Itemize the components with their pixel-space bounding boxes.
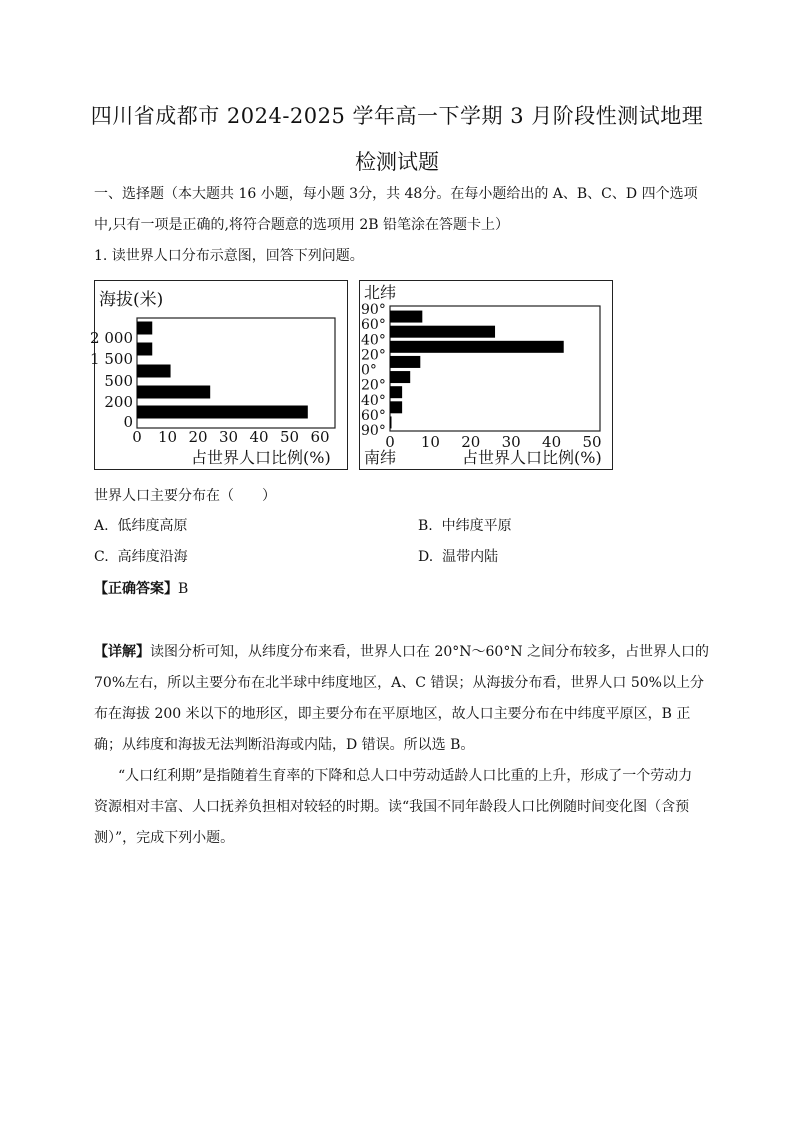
latitude-chart <box>359 280 613 470</box>
latitude-chart-title: 北纬 <box>364 283 397 302</box>
altitude-y-tick-label: 0 <box>123 413 133 431</box>
latitude-chart-svg <box>360 281 612 469</box>
altitude-y-tick-label: 200 <box>104 393 133 411</box>
latitude-chart-plot-area <box>390 306 600 431</box>
option-b[interactable] <box>418 516 512 536</box>
latitude-y-tick-label: 40° <box>361 392 386 409</box>
altitude-chart <box>90 280 348 470</box>
altitude-x-tick-label: 20 <box>188 428 208 446</box>
latitude-chart-x-axis-label: 占世界人口比例(%) <box>462 448 602 467</box>
latitude-chart-bottom-label: 南纬 <box>364 448 397 467</box>
altitude-x-tick-label: 60 <box>310 428 330 446</box>
latitude-x-tick-label: 50 <box>582 433 602 451</box>
latitude-y-tick-label: 20° <box>361 377 386 394</box>
option-c[interactable] <box>94 547 188 567</box>
option-b-label: B. <box>418 518 433 534</box>
altitude-x-tick-label: 10 <box>157 428 178 446</box>
section-header-line2: 中,只有一项是正确的,将符合题意的选项用 2B 铅笔涂在答题卡上） <box>94 217 509 233</box>
altitude-bar <box>137 343 152 356</box>
altitude-bar <box>137 386 210 399</box>
intro-line-3: 测）”，完成下列小题。 <box>94 830 235 846</box>
option-d-label: D. <box>418 549 434 565</box>
intro-line-1: “人口红利期”是指随着生育率的下降和总人口中劳动适龄人口比重的上升，形成了一个劳动力 <box>118 768 693 784</box>
intro-line-2: 资源相对丰富、人口抚养负担相对较轻的时期。读“我国不同年龄段人口比例随时间变化图（含预 <box>94 799 690 815</box>
detail-text-1: 读图分析可知，从纬度分布来看，世界人口在 20°N～60°N 之间分布较多，占世界人口的 <box>150 644 710 660</box>
latitude-x-tick-label: 20 <box>461 433 481 451</box>
detail-line-1 <box>94 642 709 662</box>
option-a-text: 低纬度高原 <box>117 518 188 534</box>
document-title-line1: 四川省成都市 2024-2025 学年高一下学期 3 月阶段性测试地理 <box>90 104 704 128</box>
latitude-bar <box>390 326 495 338</box>
option-d-text: 温带内陆 <box>442 549 499 565</box>
altitude-chart-title: 海拔(米) <box>99 290 164 310</box>
answer-label: 【正确答案】 <box>94 581 178 597</box>
answer-value: B <box>178 581 189 597</box>
detail-line-3: 布在海拔 200 米以下的地形区，即主要分布在平原地区，故人口主要分布在中纬度平原区，B 正 <box>94 706 691 722</box>
altitude-x-tick-label: 30 <box>218 428 239 446</box>
latitude-y-tick-label: 90° <box>361 302 386 318</box>
altitude-y-tick-label: 1 500 <box>90 350 133 368</box>
option-a[interactable] <box>94 516 187 536</box>
latitude-y-tick-label: 40° <box>361 332 386 349</box>
detail-line-4: 确；从纬度和海拔无法判断沿海或内陆，D 错误。所以选 B。 <box>94 737 475 753</box>
latitude-bar <box>390 386 402 398</box>
latitude-y-tick-label: 60° <box>361 407 386 424</box>
detail-label: 【详解】 <box>94 644 150 660</box>
altitude-chart-x-axis-label: 占世界人口比例(%) <box>191 448 331 467</box>
altitude-x-tick-label: 50 <box>279 428 300 446</box>
question-1-prompt: 1. 读世界人口分布示意图，回答下列问题。 <box>94 248 364 264</box>
altitude-y-tick-label: 500 <box>104 372 133 390</box>
detail-line-2: 70%左右，所以主要分布在北半球中纬度地区，A、C 错误；从海拔分布看，世界人口 50%以上分 <box>94 675 704 691</box>
option-b-text: 中纬度平原 <box>441 518 512 534</box>
latitude-y-tick-label: 20° <box>361 347 386 364</box>
latitude-x-tick-label: 0 <box>385 433 395 451</box>
altitude-y-tick-label: 2 000 <box>90 329 133 347</box>
option-d[interactable] <box>418 547 498 567</box>
latitude-y-tick-label: 60° <box>361 317 386 334</box>
latitude-bar <box>390 341 564 353</box>
latitude-bar <box>390 356 420 368</box>
latitude-bar <box>390 401 402 413</box>
altitude-x-tick-label: 0 <box>132 428 142 446</box>
latitude-y-tick-label: 0° <box>361 362 377 379</box>
question-1-stem: 世界人口主要分布在（ ） <box>94 488 276 504</box>
option-c-label: C. <box>94 549 109 565</box>
section-header-line1: 一、选择题（本大题共 16 小题，每小题 3分，共 48分。在每小题给出的 A、B、C、D 四个选项 <box>94 186 698 202</box>
latitude-x-tick-label: 40 <box>542 433 562 451</box>
latitude-bar <box>390 416 392 428</box>
altitude-bar <box>137 322 152 335</box>
latitude-bar <box>390 371 410 383</box>
altitude-chart-svg <box>90 281 347 469</box>
option-a-label: A. <box>94 518 109 534</box>
latitude-bar <box>390 311 422 323</box>
latitude-y-tick-label: 90° <box>361 423 386 439</box>
latitude-x-tick-label: 30 <box>501 433 521 451</box>
document-title-line2: 检测试题 <box>355 150 439 174</box>
latitude-x-tick-label: 10 <box>420 433 440 451</box>
answer-line <box>94 579 188 599</box>
option-c-text: 高纬度沿海 <box>117 549 188 565</box>
altitude-bar <box>137 365 171 378</box>
altitude-bar <box>137 406 308 419</box>
altitude-x-tick-label: 40 <box>249 428 269 446</box>
